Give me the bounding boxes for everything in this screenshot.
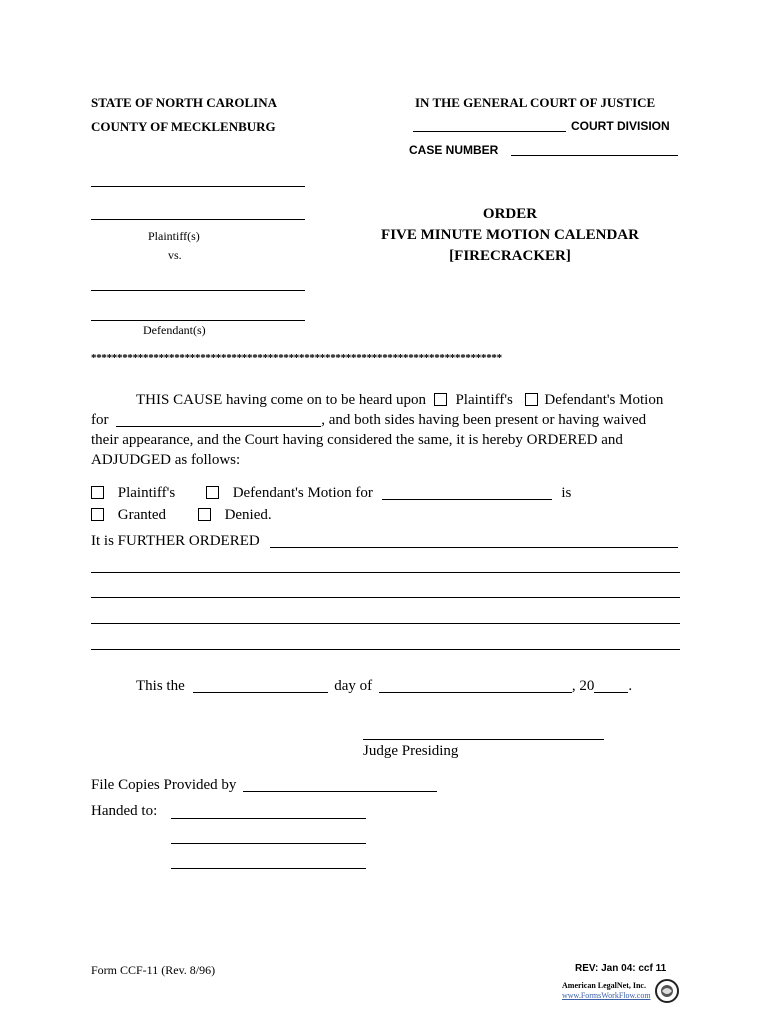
- publisher-url[interactable]: www.FormsWorkFlow.com: [562, 991, 651, 1000]
- defendants-motion-checkbox[interactable]: [525, 393, 538, 406]
- ruling-defendants-label: Defendant's Motion for: [232, 485, 373, 501]
- cause-line-1: [136, 390, 663, 410]
- handed-to-field-2[interactable]: [171, 843, 366, 844]
- motion-subject-field[interactable]: [116, 412, 321, 427]
- further-ordered-line-3[interactable]: [91, 597, 680, 598]
- case-number-label: CASE NUMBER: [409, 143, 499, 157]
- handed-to-label: Handed to:: [91, 803, 158, 819]
- is-label: is: [561, 485, 572, 501]
- globe-seal-icon: [653, 978, 681, 1004]
- handed-to-field-3[interactable]: [171, 868, 366, 869]
- date-line: [136, 676, 632, 696]
- plaintiffs-label: Plaintiff(s): [148, 229, 200, 243]
- ruling-row-2: [91, 505, 272, 525]
- this-the-label: This the: [136, 678, 185, 694]
- plaintiffs-motion-label: Plaintiff's: [455, 392, 513, 408]
- revision-label: REV: Jan 04: ccf 11: [575, 963, 667, 974]
- ruling-row-1: [91, 483, 571, 503]
- defendant-name-field-1[interactable]: [91, 290, 305, 291]
- defendants-label: Defendant(s): [143, 323, 206, 337]
- further-ordered-line-2[interactable]: [91, 572, 680, 573]
- county-label: COUNTY OF MECKLENBURG: [91, 119, 276, 134]
- order-title: [340, 204, 680, 267]
- judge-signature-line[interactable]: [363, 739, 604, 740]
- granted-checkbox[interactable]: [91, 508, 104, 521]
- cause-line-3: their appearance, and the Court having considered the same, it is hereby ORDERED and: [91, 432, 623, 448]
- plaintiff-name-field-2[interactable]: [91, 219, 305, 220]
- day-field[interactable]: [193, 678, 328, 693]
- title-line-2: FIVE MINUTE MOTION CALENDAR: [381, 227, 639, 243]
- plaintiff-name-field-1[interactable]: [91, 186, 305, 187]
- vs-label: vs.: [168, 248, 182, 262]
- cause-text: THIS CAUSE having come on to be heard upon: [136, 392, 426, 408]
- denied-checkbox[interactable]: [198, 508, 211, 521]
- year-prefix-label: , 20: [571, 678, 595, 694]
- case-number-field[interactable]: [511, 155, 678, 156]
- ruling-defendants-checkbox[interactable]: [206, 486, 219, 499]
- state-label: STATE OF NORTH CAROLINA: [91, 95, 278, 110]
- further-ordered-line-5[interactable]: [91, 649, 680, 650]
- further-ordered-field[interactable]: [270, 547, 678, 548]
- form-number: Form CCF-11 (Rev. 8/96): [91, 963, 216, 977]
- year-field[interactable]: [594, 678, 628, 693]
- defendant-name-field-2[interactable]: [91, 320, 305, 321]
- court-division-field[interactable]: [413, 131, 566, 132]
- asterisk-divider: *******************************************************************************: [91, 352, 502, 364]
- denied-label: Denied.: [224, 507, 272, 523]
- publisher-name: American LegalNet, Inc.: [562, 981, 646, 990]
- court-division-label: COURT DIVISION: [571, 119, 670, 133]
- for-label: for: [91, 412, 109, 428]
- cause-continuation: , and both sides having been present or having waived: [321, 412, 647, 428]
- file-copies-label: File Copies Provided by: [91, 777, 237, 793]
- further-ordered-line-4[interactable]: [91, 623, 680, 624]
- cause-line-4: ADJUDGED as follows:: [91, 452, 241, 468]
- granted-label: Granted: [117, 507, 167, 523]
- ruling-motion-field[interactable]: [382, 485, 552, 500]
- ruling-plaintiffs-checkbox[interactable]: [91, 486, 104, 499]
- day-of-label: day of: [334, 678, 373, 694]
- judge-presiding-label: Judge Presiding: [363, 743, 459, 759]
- handed-to-field-1[interactable]: [171, 818, 366, 819]
- further-ordered-label: It is FURTHER ORDERED: [91, 533, 260, 549]
- date-period: .: [628, 678, 633, 694]
- ruling-plaintiffs-label: Plaintiff's: [117, 485, 176, 501]
- month-field[interactable]: [379, 678, 572, 693]
- plaintiffs-motion-checkbox[interactable]: [434, 393, 447, 406]
- cause-line-2: [91, 410, 646, 430]
- defendants-motion-label: Defendant's Motion: [544, 392, 664, 408]
- publisher-logo: [557, 978, 685, 1004]
- court-label: IN THE GENERAL COURT OF JUSTICE: [415, 95, 656, 110]
- file-copies-field[interactable]: [243, 791, 437, 792]
- title-line-1: ORDER: [482, 206, 538, 222]
- title-line-3: [FIRECRACKER]: [449, 248, 571, 264]
